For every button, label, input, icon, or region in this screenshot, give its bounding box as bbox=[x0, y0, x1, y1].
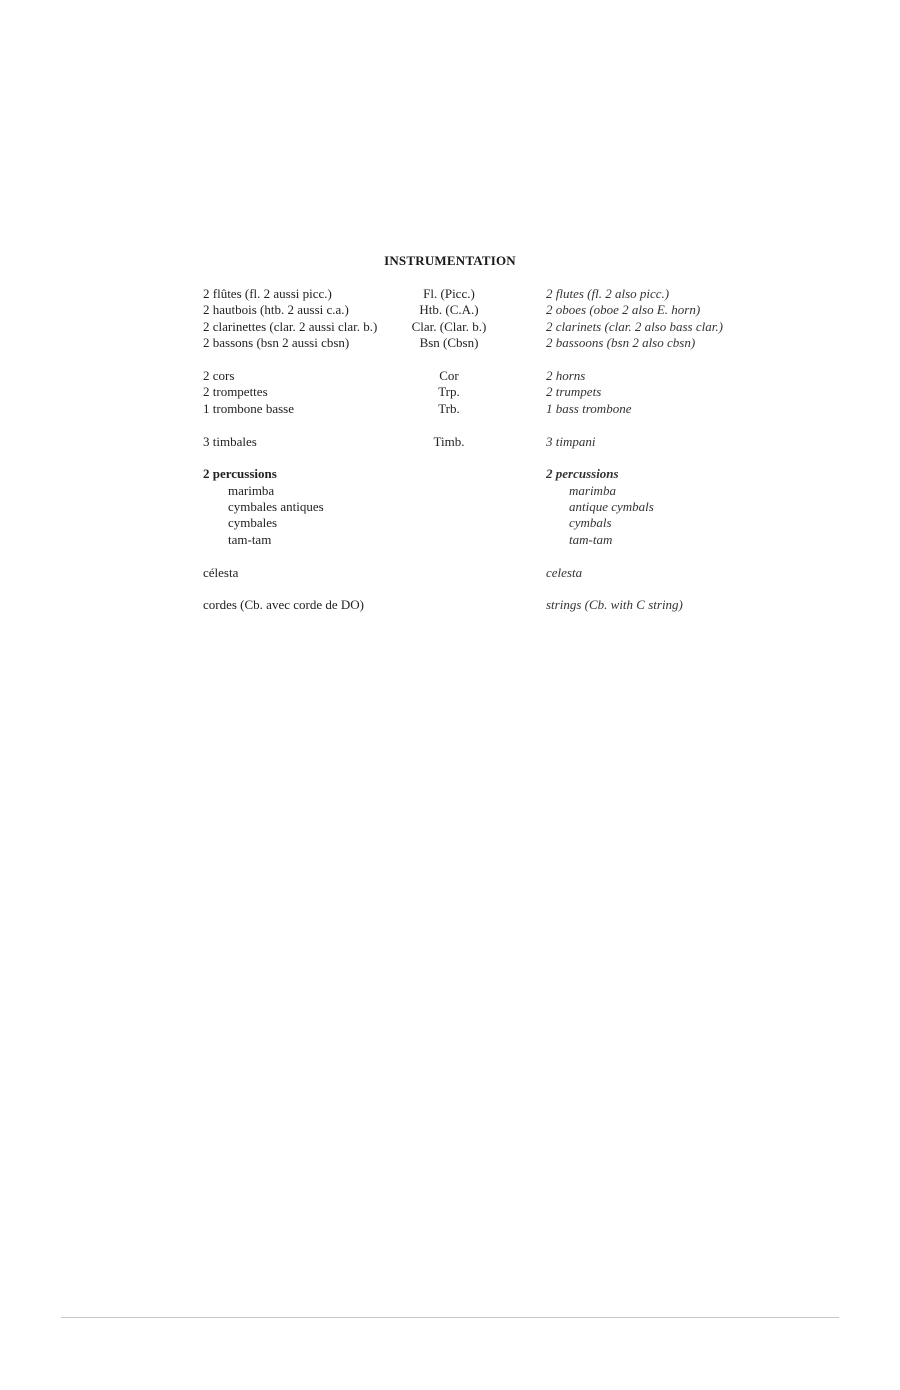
english-name: 2 oboes (oboe 2 also E. horn) bbox=[546, 302, 701, 318]
english-name: 2 trumpets bbox=[546, 384, 602, 400]
table-row bbox=[203, 466, 763, 482]
table-row bbox=[203, 532, 763, 548]
section-spacer bbox=[203, 417, 763, 433]
english-name: 3 timpani bbox=[546, 433, 596, 449]
table-row bbox=[203, 515, 763, 531]
english-name: 2 clarinets (clar. 2 also bass clar.) bbox=[546, 318, 723, 334]
footer-divider bbox=[61, 1317, 839, 1318]
abbreviation: Bsn (Cbsn) bbox=[419, 335, 479, 351]
french-name: 2 bassons (bsn 2 aussi cbsn) bbox=[203, 335, 350, 351]
english-name: celesta bbox=[546, 564, 583, 580]
english-name: marimba bbox=[569, 482, 616, 498]
abbreviation: Trb. bbox=[438, 400, 460, 416]
english-name: antique cymbals bbox=[569, 499, 654, 515]
table-row bbox=[203, 384, 763, 400]
english-name: 2 horns bbox=[546, 367, 586, 383]
abbreviation: Clar. (Clar. b.) bbox=[411, 318, 487, 334]
french-name: 2 cors bbox=[203, 367, 235, 383]
english-name: tam-tam bbox=[569, 531, 613, 547]
page-title: INSTRUMENTATION bbox=[384, 253, 516, 268]
table-row bbox=[203, 401, 763, 417]
table-row bbox=[203, 286, 763, 302]
english-name: 2 percussions bbox=[546, 466, 619, 482]
english-name: 2 flutes (fl. 2 also picc.) bbox=[546, 286, 670, 301]
table-row bbox=[203, 368, 763, 384]
abbreviation: Trp. bbox=[438, 384, 460, 400]
english-name: strings (Cb. with C string) bbox=[546, 597, 683, 613]
table-row bbox=[203, 335, 763, 351]
section-spacer bbox=[203, 450, 763, 466]
abbreviation: Fl. (Picc.) bbox=[423, 286, 475, 301]
french-name: 2 percussions bbox=[203, 466, 277, 482]
instrumentation-table bbox=[203, 286, 763, 614]
french-name: 2 trompettes bbox=[203, 384, 268, 400]
table-row bbox=[203, 597, 763, 613]
english-name: 1 bass trombone bbox=[546, 400, 632, 416]
abbreviation: Cor bbox=[439, 367, 459, 383]
section-spacer bbox=[203, 352, 763, 368]
french-name: 1 trombone basse bbox=[203, 400, 294, 416]
english-name: 2 bassoons (bsn 2 also cbsn) bbox=[546, 335, 696, 351]
section-spacer bbox=[203, 581, 763, 597]
french-name: 2 hautbois (htb. 2 aussi c.a.) bbox=[203, 302, 349, 318]
french-name: cordes (Cb. avec corde de DO) bbox=[203, 597, 364, 613]
abbreviation: Htb. (C.A.) bbox=[419, 302, 479, 318]
english-name: cymbals bbox=[569, 515, 612, 531]
french-name: cymbales bbox=[228, 515, 278, 531]
table-row bbox=[203, 499, 763, 515]
french-name: 3 timbales bbox=[203, 433, 257, 449]
table-row bbox=[203, 319, 763, 335]
french-name: 2 clarinettes (clar. 2 aussi clar. b.) bbox=[203, 318, 378, 334]
french-name: célesta bbox=[203, 564, 239, 580]
french-name: cymbales antiques bbox=[228, 499, 324, 515]
table-row bbox=[203, 483, 763, 499]
abbreviation: Timb. bbox=[433, 433, 465, 449]
section-spacer bbox=[203, 548, 763, 564]
table-row bbox=[203, 302, 763, 318]
french-name: tam-tam bbox=[228, 531, 272, 547]
table-row bbox=[203, 565, 763, 581]
french-name: 2 flûtes (fl. 2 aussi picc.) bbox=[203, 286, 332, 301]
french-name: marimba bbox=[228, 482, 275, 498]
table-row bbox=[203, 434, 763, 450]
